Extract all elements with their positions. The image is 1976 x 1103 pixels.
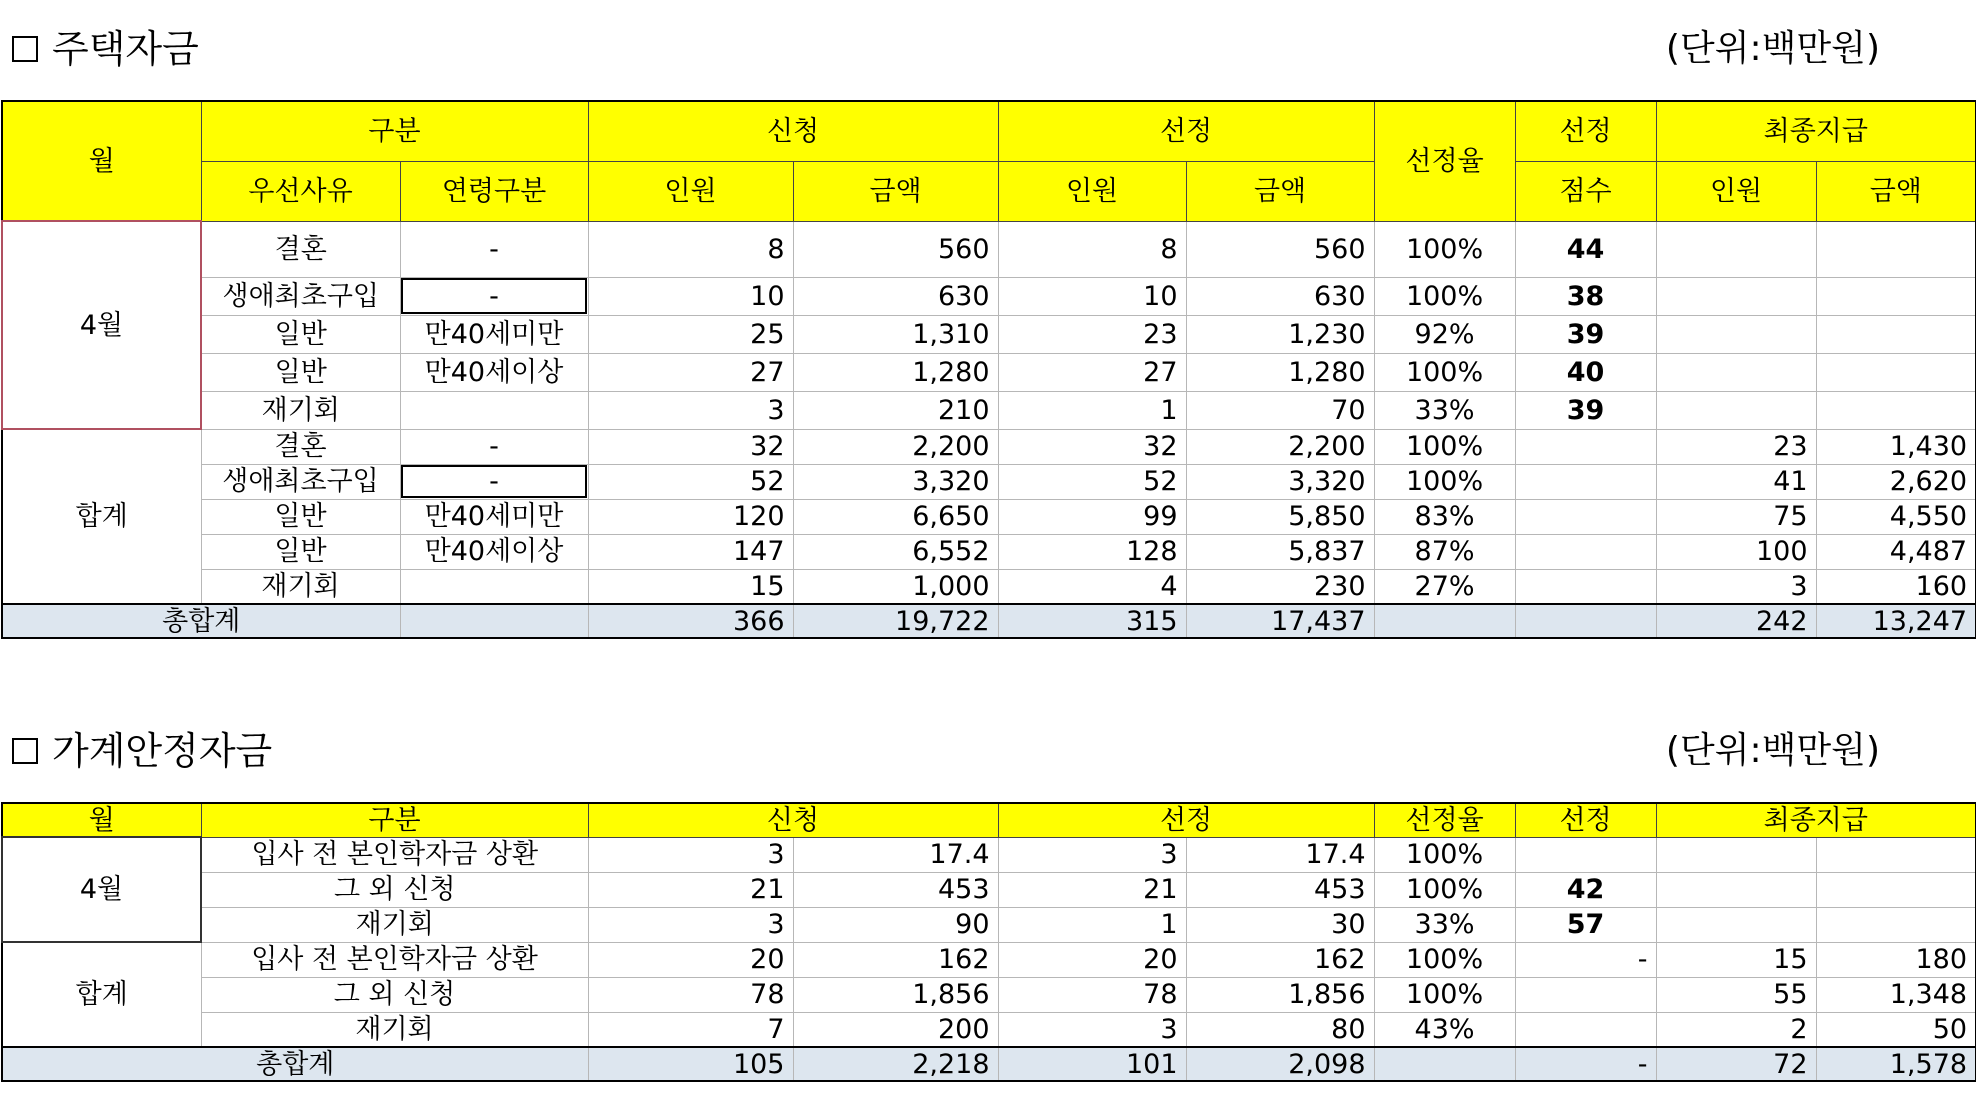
priority-cell: 생애최초구입: [201, 464, 400, 499]
final-amount-cell: 50: [1816, 1012, 1976, 1047]
score-cell: [1515, 977, 1656, 1012]
final-amount-cell: 2,620: [1816, 464, 1976, 499]
final-people-cell: [1656, 221, 1816, 277]
age-cell: [400, 569, 588, 604]
total-apply-amount: 19,722: [793, 604, 998, 638]
category-cell: 입사 전 본인학자금 상환: [201, 837, 588, 872]
age-cell: -: [400, 429, 588, 464]
header-score-top: 선정: [1515, 101, 1656, 161]
apply-people-cell: 3: [588, 837, 793, 872]
final-amount-cell: 160: [1816, 569, 1976, 604]
score-cell: 38: [1515, 277, 1656, 315]
total-apply-people: 366: [588, 604, 793, 638]
apply-people-cell: 3: [588, 907, 793, 942]
select-people-cell: 1: [998, 907, 1186, 942]
table-row: [2, 872, 1976, 907]
final-people-cell: [1656, 837, 1816, 872]
apply-amount-cell: 2,200: [793, 429, 998, 464]
score-cell: [1515, 1012, 1656, 1047]
housing-fund-table: [1, 100, 1976, 639]
header-rate: 선정율: [1374, 101, 1515, 221]
section2-title: [12, 726, 272, 776]
apply-amount-cell: 630: [793, 277, 998, 315]
header-score-bottom: 점수: [1515, 161, 1656, 221]
select-people-cell: 99: [998, 499, 1186, 534]
final-people-cell: 23: [1656, 429, 1816, 464]
category-cell: 입사 전 본인학자금 상환: [201, 942, 588, 977]
final-amount-cell: 1,430: [1816, 429, 1976, 464]
select-people-cell: 3: [998, 1012, 1186, 1047]
apply-people-cell: 32: [588, 429, 793, 464]
select-people-cell: 128: [998, 534, 1186, 569]
header-category: 구분: [201, 101, 588, 161]
table-row: [2, 315, 1976, 353]
header-priority: 우선사유: [201, 161, 400, 221]
priority-cell: 결혼: [201, 429, 400, 464]
section2-unit: (단위:백만원): [1665, 730, 1880, 771]
select-amount-cell: 70: [1186, 391, 1374, 429]
rate-cell: 100%: [1374, 942, 1515, 977]
final-amount-cell: 4,550: [1816, 499, 1976, 534]
table-row: [2, 429, 1976, 464]
apply-amount-cell: 453: [793, 872, 998, 907]
apply-amount-cell: 162: [793, 942, 998, 977]
total-label: 총합계: [2, 1047, 588, 1081]
month-april: 4월: [2, 837, 201, 942]
final-people-cell: [1656, 391, 1816, 429]
apply-people-cell: 147: [588, 534, 793, 569]
apply-people-cell: 7: [588, 1012, 793, 1047]
final-people-cell: 2: [1656, 1012, 1816, 1047]
priority-cell: 일반: [201, 499, 400, 534]
select-amount-cell: 453: [1186, 872, 1374, 907]
score-cell: 39: [1515, 391, 1656, 429]
table-row: [2, 464, 1976, 499]
select-people-cell: 20: [998, 942, 1186, 977]
final-people-cell: 55: [1656, 977, 1816, 1012]
category-cell: 재기회: [201, 907, 588, 942]
select-amount-cell: 230: [1186, 569, 1374, 604]
header-rate: 선정율: [1374, 803, 1515, 837]
total-rate: [1374, 1047, 1515, 1081]
apply-people-cell: 120: [588, 499, 793, 534]
total-score: [1515, 604, 1656, 638]
table-row: [2, 277, 1976, 315]
age-cell: 만40세미만: [400, 499, 588, 534]
rate-cell: 100%: [1374, 464, 1515, 499]
final-people-cell: [1656, 353, 1816, 391]
header-row-1: [2, 101, 1976, 161]
final-people-cell: [1656, 277, 1816, 315]
household-fund-table: [1, 802, 1976, 1082]
apply-amount-cell: 1,280: [793, 353, 998, 391]
section1-unit: (단위:백만원): [1665, 28, 1880, 69]
table-row: [2, 391, 1976, 429]
table-row: [2, 353, 1976, 391]
age-cell: 만40세미만: [400, 315, 588, 353]
header-select-people: 인원: [998, 161, 1186, 221]
final-people-cell: 75: [1656, 499, 1816, 534]
age-cell: -: [400, 221, 588, 277]
header-row: [2, 803, 1976, 837]
apply-people-cell: 20: [588, 942, 793, 977]
apply-amount-cell: 6,552: [793, 534, 998, 569]
select-amount-cell: 5,850: [1186, 499, 1374, 534]
table-row: [2, 534, 1976, 569]
total-rate: [1374, 604, 1515, 638]
score-cell: [1515, 534, 1656, 569]
header-month: 월: [2, 101, 201, 221]
apply-people-cell: 27: [588, 353, 793, 391]
select-people-cell: 52: [998, 464, 1186, 499]
header-apply: 신청: [588, 101, 998, 161]
rate-cell: 100%: [1374, 353, 1515, 391]
final-people-cell: [1656, 315, 1816, 353]
rate-cell: 27%: [1374, 569, 1515, 604]
select-amount-cell: 80: [1186, 1012, 1374, 1047]
final-amount-cell: [1816, 907, 1976, 942]
table-row: [2, 977, 1976, 1012]
select-people-cell: 10: [998, 277, 1186, 315]
select-amount-cell: 1,280: [1186, 353, 1374, 391]
select-amount-cell: 3,320: [1186, 464, 1374, 499]
apply-amount-cell: 560: [793, 221, 998, 277]
select-people-cell: 3: [998, 837, 1186, 872]
select-amount-cell: 560: [1186, 221, 1374, 277]
select-amount-cell: 162: [1186, 942, 1374, 977]
rate-cell: 100%: [1374, 277, 1515, 315]
priority-cell: 재기회: [201, 569, 400, 604]
month-sum: 합계: [2, 429, 201, 604]
apply-amount-cell: 200: [793, 1012, 998, 1047]
final-amount-cell: [1816, 837, 1976, 872]
apply-people-cell: 8: [588, 221, 793, 277]
score-cell: -: [1515, 942, 1656, 977]
priority-cell: 재기회: [201, 391, 400, 429]
apply-people-cell: 78: [588, 977, 793, 1012]
total-apply-amount: 2,218: [793, 1047, 998, 1081]
header-apply-amount: 금액: [793, 161, 998, 221]
header-final-amount: 금액: [1816, 161, 1976, 221]
total-apply-people: 105: [588, 1047, 793, 1081]
select-amount-cell: 1,230: [1186, 315, 1374, 353]
table-row: [2, 942, 1976, 977]
total-select-people: 315: [998, 604, 1186, 638]
rate-cell: 33%: [1374, 391, 1515, 429]
select-amount-cell: 1,856: [1186, 977, 1374, 1012]
priority-cell: 생애최초구입: [201, 277, 400, 315]
header-apply: 신청: [588, 803, 998, 837]
apply-amount-cell: 1,856: [793, 977, 998, 1012]
rate-cell: 83%: [1374, 499, 1515, 534]
select-people-cell: 8: [998, 221, 1186, 277]
priority-cell: 일반: [201, 315, 400, 353]
checkbox-square-icon: [12, 36, 38, 62]
final-amount-cell: [1816, 315, 1976, 353]
total-row: [2, 604, 1976, 638]
final-amount-cell: 1,348: [1816, 977, 1976, 1012]
checkbox-square-icon: [12, 738, 38, 764]
apply-amount-cell: 90: [793, 907, 998, 942]
select-people-cell: 78: [998, 977, 1186, 1012]
final-people-cell: 3: [1656, 569, 1816, 604]
age-cell: -: [400, 464, 588, 499]
select-people-cell: 32: [998, 429, 1186, 464]
table-row: [2, 1012, 1976, 1047]
table-row: [2, 569, 1976, 604]
apply-amount-cell: 1,310: [793, 315, 998, 353]
apply-people-cell: 10: [588, 277, 793, 315]
header-category: 구분: [201, 803, 588, 837]
total-final-amount: 1,578: [1816, 1047, 1976, 1081]
header-age: 연령구분: [400, 161, 588, 221]
section1-title: [12, 24, 199, 74]
final-amount-cell: [1816, 391, 1976, 429]
total-final-amount: 13,247: [1816, 604, 1976, 638]
header-row-2: [2, 161, 1976, 221]
priority-cell: 일반: [201, 353, 400, 391]
header-select: 선정: [998, 101, 1374, 161]
rate-cell: 100%: [1374, 429, 1515, 464]
header-final: 최종지급: [1656, 803, 1976, 837]
header-select-amount: 금액: [1186, 161, 1374, 221]
total-age-empty: [400, 604, 588, 638]
select-people-cell: 21: [998, 872, 1186, 907]
section1-title-text: 주택자금: [52, 27, 199, 71]
total-label: 총합계: [2, 604, 400, 638]
score-cell: [1515, 569, 1656, 604]
priority-cell: 일반: [201, 534, 400, 569]
select-people-cell: 4: [998, 569, 1186, 604]
apply-people-cell: 3: [588, 391, 793, 429]
total-score: -: [1515, 1047, 1656, 1081]
category-cell: 재기회: [201, 1012, 588, 1047]
final-amount-cell: 180: [1816, 942, 1976, 977]
final-people-cell: 15: [1656, 942, 1816, 977]
header-apply-people: 인원: [588, 161, 793, 221]
apply-people-cell: 15: [588, 569, 793, 604]
final-amount-cell: [1816, 353, 1976, 391]
age-cell: 만40세이상: [400, 353, 588, 391]
apply-amount-cell: 3,320: [793, 464, 998, 499]
select-people-cell: 27: [998, 353, 1186, 391]
total-select-amount: 2,098: [1186, 1047, 1374, 1081]
rate-cell: 92%: [1374, 315, 1515, 353]
header-score: 선정: [1515, 803, 1656, 837]
month-sum: 합계: [2, 942, 201, 1047]
score-cell: 57: [1515, 907, 1656, 942]
apply-people-cell: 52: [588, 464, 793, 499]
final-amount-cell: 4,487: [1816, 534, 1976, 569]
final-amount-cell: [1816, 872, 1976, 907]
rate-cell: 87%: [1374, 534, 1515, 569]
apply-amount-cell: 17.4: [793, 837, 998, 872]
final-people-cell: 100: [1656, 534, 1816, 569]
month-april: 4월: [2, 221, 201, 429]
header-month: 월: [2, 803, 201, 837]
age-cell: [400, 391, 588, 429]
category-cell: 그 외 신청: [201, 977, 588, 1012]
final-amount-cell: [1816, 277, 1976, 315]
apply-amount-cell: 1,000: [793, 569, 998, 604]
final-people-cell: 41: [1656, 464, 1816, 499]
select-amount-cell: 17.4: [1186, 837, 1374, 872]
score-cell: [1515, 837, 1656, 872]
select-amount-cell: 630: [1186, 277, 1374, 315]
table-row: [2, 907, 1976, 942]
rate-cell: 43%: [1374, 1012, 1515, 1047]
final-amount-cell: [1816, 221, 1976, 277]
score-cell: [1515, 429, 1656, 464]
select-amount-cell: 5,837: [1186, 534, 1374, 569]
total-select-people: 101: [998, 1047, 1186, 1081]
rate-cell: 100%: [1374, 977, 1515, 1012]
total-final-people: 72: [1656, 1047, 1816, 1081]
rate-cell: 100%: [1374, 837, 1515, 872]
score-cell: 40: [1515, 353, 1656, 391]
total-final-people: 242: [1656, 604, 1816, 638]
section2-title-text: 가계안정자금: [52, 729, 273, 773]
score-cell: [1515, 464, 1656, 499]
header-final: 최종지급: [1656, 101, 1976, 161]
score-cell: [1515, 499, 1656, 534]
apply-amount-cell: 210: [793, 391, 998, 429]
select-people-cell: 23: [998, 315, 1186, 353]
score-cell: 39: [1515, 315, 1656, 353]
select-people-cell: 1: [998, 391, 1186, 429]
priority-cell: 결혼: [201, 221, 400, 277]
apply-people-cell: 21: [588, 872, 793, 907]
table-row: [2, 837, 1976, 872]
score-cell: 42: [1515, 872, 1656, 907]
age-cell: 만40세이상: [400, 534, 588, 569]
header-select: 선정: [998, 803, 1374, 837]
total-row: [2, 1047, 1976, 1081]
rate-cell: 100%: [1374, 872, 1515, 907]
age-cell: -: [400, 277, 588, 315]
apply-amount-cell: 6,650: [793, 499, 998, 534]
score-cell: 44: [1515, 221, 1656, 277]
select-amount-cell: 2,200: [1186, 429, 1374, 464]
table-row: [2, 499, 1976, 534]
total-select-amount: 17,437: [1186, 604, 1374, 638]
table-row: [2, 221, 1976, 277]
select-amount-cell: 30: [1186, 907, 1374, 942]
final-people-cell: [1656, 907, 1816, 942]
rate-cell: 33%: [1374, 907, 1515, 942]
category-cell: 그 외 신청: [201, 872, 588, 907]
final-people-cell: [1656, 872, 1816, 907]
header-final-people: 인원: [1656, 161, 1816, 221]
apply-people-cell: 25: [588, 315, 793, 353]
rate-cell: 100%: [1374, 221, 1515, 277]
